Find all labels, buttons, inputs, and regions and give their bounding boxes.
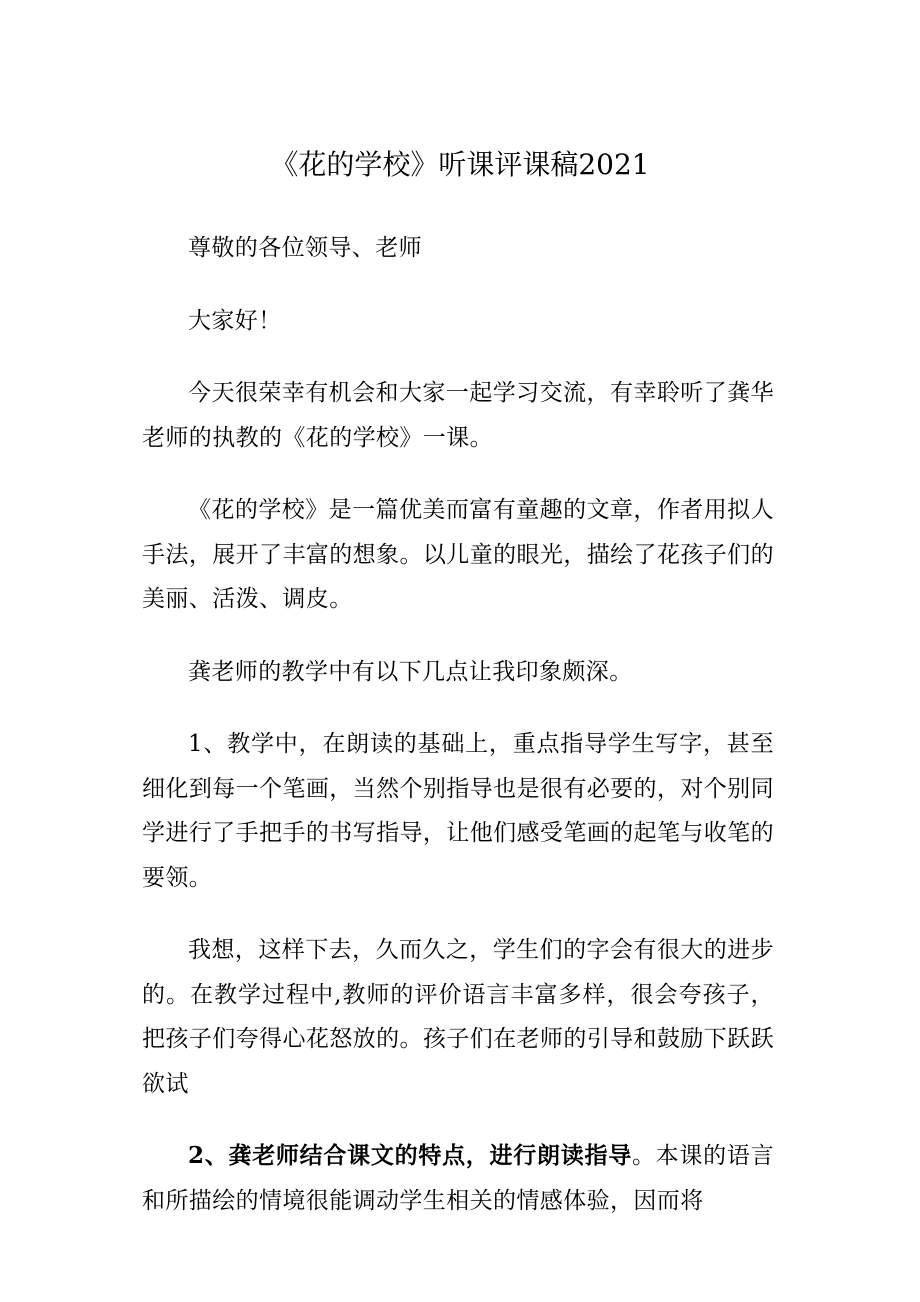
paragraph-reflection: 我想，这样下去，久而久之，学生们的字会有很大的进步的。在教学过程中,教师的评价语言丰富多样，很会夸孩子，把孩子们夸得心花怒放的。孩子们在老师的引导和鼓励下跃跃欲试: [142, 937, 774, 1097]
document-body: [142, 226, 774, 1251]
paragraph-impressions: 龚老师的教学中有以下几点让我印象颇深。: [188, 658, 633, 685]
paragraph-article-summary: 《花的学校》是一篇优美而富有童趣的文章，作者用拟人手法，展开了丰富的想象。以儿童的眼光，描绘了花孩子们的美丽、活泼、调皮。: [142, 497, 774, 612]
paragraph-intro: 今天很荣幸有机会和大家一起学习交流，有幸聆听了龚华老师的执教的《花的学校》一课。: [142, 380, 774, 451]
paragraph-point-1: 1、教学中，在朗读的基础上，重点指导学生写字，甚至细化到每一个笔画，当然个别指导也是很有必要的，对个别同学进行了手把手的书写指导，让他们感受笔画的起笔与收笔的要领。: [142, 731, 774, 891]
point-2-text: 。本课的语言和所描绘的情境很能调动学生相关的情感体验，因而将: [142, 1143, 775, 1214]
point-2-heading: 2、龚老师结合课文的特点，进行朗读指导: [188, 1142, 632, 1169]
paragraph-hello: 大家好！: [188, 307, 282, 334]
paragraph-point-2: [142, 1134, 774, 1223]
paragraph-greeting: 尊敬的各位领导、老师: [188, 235, 422, 261]
document-title: 《花的学校》听课评课稿2021: [270, 148, 650, 181]
